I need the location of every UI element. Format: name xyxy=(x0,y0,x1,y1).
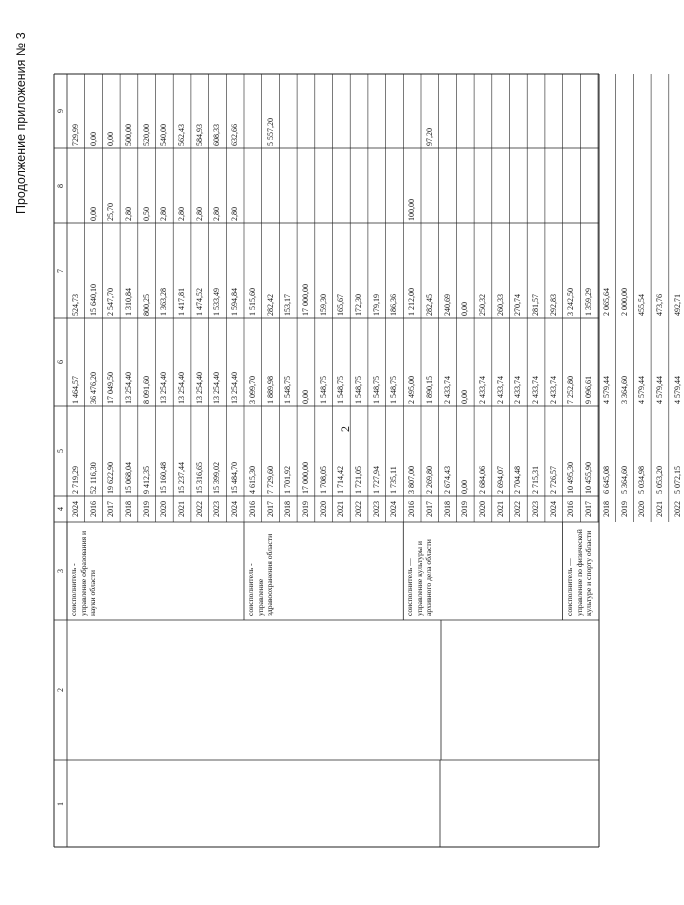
regional-budget-cell: 159,30 xyxy=(318,293,328,316)
total-cell: 5 364,60 xyxy=(619,466,629,494)
local-budget-cell xyxy=(654,151,666,221)
regional-budget-cell: 2 065,64 xyxy=(601,287,611,316)
executor-label: соисполнитель — управление по физической культуре и спорту области xyxy=(564,529,593,616)
regional-budget-cell: 2 000,00 xyxy=(619,287,629,316)
local-budget-cell xyxy=(583,151,595,221)
federal-budget-cell: 3 364,60 xyxy=(619,376,629,404)
page-number: 2 xyxy=(338,426,352,432)
other-sources-cell xyxy=(530,76,542,146)
year-cell: 2022 xyxy=(194,501,204,517)
other-sources-cell xyxy=(300,76,312,146)
total-cell: 2 715,31 xyxy=(531,466,541,494)
federal-budget-cell: 0,00 xyxy=(460,390,470,404)
total-cell: 1 701,92 xyxy=(283,466,293,494)
local-budget-cell xyxy=(530,151,542,221)
year-cell: 2021 xyxy=(177,501,187,517)
other-sources-cell: 0,00 xyxy=(88,132,98,146)
local-budget-cell xyxy=(424,151,436,221)
year-cell: 2023 xyxy=(212,501,222,517)
total-cell: 6 645,08 xyxy=(601,466,611,494)
total-cell: 4 615,30 xyxy=(247,466,257,494)
local-budget-cell xyxy=(477,151,489,221)
local-budget-cell xyxy=(619,151,631,221)
column-number-8: 8 xyxy=(55,183,65,188)
local-budget-cell: 2,80 xyxy=(212,206,222,221)
regional-budget-cell: 1 212,00 xyxy=(407,287,417,316)
local-budget-cell xyxy=(495,151,507,221)
total-cell: 2 269,80 xyxy=(424,466,434,494)
federal-budget-cell: 4 579,44 xyxy=(672,376,682,404)
regional-budget-cell: 473,76 xyxy=(654,293,664,316)
other-sources-cell: 540,00 xyxy=(159,124,169,146)
local-budget-cell xyxy=(459,151,471,221)
regional-budget-cell: 800,25 xyxy=(141,293,151,316)
total-cell: 9 412,35 xyxy=(141,466,151,494)
other-sources-cell: 97,20 xyxy=(424,128,434,146)
year-cell: 2022 xyxy=(354,501,364,517)
federal-budget-cell: 1 548,75 xyxy=(354,376,364,404)
total-cell: 1 727,94 xyxy=(371,466,381,494)
regional-budget-cell: 455,54 xyxy=(637,293,647,316)
federal-budget-cell: 3 099,70 xyxy=(247,376,257,404)
regional-budget-cell: 292,83 xyxy=(548,293,558,316)
other-sources-cell xyxy=(672,76,684,146)
local-budget-cell xyxy=(335,151,347,221)
total-cell: 1 714,42 xyxy=(336,466,346,494)
regional-budget-cell: 165,67 xyxy=(336,293,346,316)
other-sources-cell xyxy=(371,76,383,146)
year-cell: 2016 xyxy=(566,501,576,517)
other-sources-cell: 608,33 xyxy=(212,124,222,146)
federal-budget-cell: 2 433,74 xyxy=(548,376,558,404)
federal-budget-cell: 13 254,40 xyxy=(194,372,204,404)
federal-budget-cell: 1 548,75 xyxy=(318,376,328,404)
regional-budget-cell: 0,00 xyxy=(460,301,470,316)
total-cell: 0,00 xyxy=(460,480,470,494)
year-cell: 2018 xyxy=(442,501,452,517)
local-budget-cell xyxy=(353,151,365,221)
local-budget-cell: 2,80 xyxy=(159,206,169,221)
other-sources-cell: 632,66 xyxy=(230,124,240,146)
total-cell: 3 807,00 xyxy=(407,466,417,494)
federal-budget-cell: 9 096,61 xyxy=(584,376,594,404)
total-cell: 15 237,44 xyxy=(177,462,187,494)
local-budget-cell xyxy=(565,151,577,221)
local-budget-cell xyxy=(247,151,259,221)
local-budget-cell xyxy=(636,151,648,221)
other-sources-cell xyxy=(548,76,560,146)
total-cell: 2 719,29 xyxy=(70,466,80,494)
federal-budget-cell: 1 464,57 xyxy=(70,376,80,404)
regional-budget-cell: 1 310,84 xyxy=(123,287,133,316)
other-sources-cell xyxy=(636,76,648,146)
local-budget-cell xyxy=(388,151,400,221)
column-number-9: 9 xyxy=(55,109,65,113)
total-cell: 10 455,90 xyxy=(584,462,594,494)
year-cell: 2018 xyxy=(283,501,293,517)
year-cell: 2017 xyxy=(106,501,116,517)
federal-budget-cell: 17 049,50 xyxy=(106,372,116,404)
year-cell: 2016 xyxy=(88,501,98,517)
regional-budget-cell: 153,17 xyxy=(283,293,293,316)
column-number-5: 5 xyxy=(55,449,65,453)
other-sources-cell xyxy=(318,76,330,146)
total-cell: 15 484,70 xyxy=(230,462,240,494)
column-number-2: 2 xyxy=(55,688,65,692)
regional-budget-cell: 15 640,10 xyxy=(88,283,98,316)
executor-label: соисполнитель - управление здравоохранения области xyxy=(246,533,275,616)
regional-budget-cell: 1 474,52 xyxy=(194,287,204,316)
total-cell: 2 704,48 xyxy=(513,466,523,494)
local-budget-cell xyxy=(442,151,454,221)
other-sources-cell xyxy=(583,76,595,146)
local-budget-cell: 2,80 xyxy=(123,206,133,221)
other-sources-cell xyxy=(601,76,613,146)
year-cell: 2019 xyxy=(141,501,151,517)
federal-budget-cell: 1 548,75 xyxy=(283,376,293,404)
federal-budget-cell: 8 091,60 xyxy=(141,376,151,404)
federal-budget-cell: 2 495,00 xyxy=(407,376,417,404)
regional-budget-cell: 1 533,49 xyxy=(212,287,222,316)
local-budget-cell xyxy=(548,151,560,221)
column-number-1: 1 xyxy=(55,801,65,806)
executor-label: соисполнитель - управление образования и науки области xyxy=(69,530,98,616)
year-cell: 2024 xyxy=(389,501,399,517)
other-sources-cell xyxy=(353,76,365,146)
federal-budget-cell: 4 579,44 xyxy=(654,376,664,404)
regional-budget-cell: 179,19 xyxy=(371,293,381,316)
total-cell: 5 053,20 xyxy=(654,466,664,494)
year-cell: 2020 xyxy=(637,501,647,517)
year-cell: 2022 xyxy=(672,501,682,517)
federal-budget-cell: 2 433,74 xyxy=(442,376,452,404)
other-sources-cell: 729,99 xyxy=(70,124,80,146)
local-budget-cell: 2,80 xyxy=(230,206,240,221)
federal-budget-cell: 2 433,74 xyxy=(495,376,505,404)
federal-budget-cell: 2 433,74 xyxy=(531,376,541,404)
regional-budget-cell: 282,45 xyxy=(424,293,434,316)
column-number-6: 6 xyxy=(55,360,65,364)
federal-budget-cell: 2 433,74 xyxy=(513,376,523,404)
column-number-3: 3 xyxy=(55,569,65,573)
column-number-7: 7 xyxy=(55,268,65,273)
local-budget-cell xyxy=(512,151,524,221)
other-sources-cell: 5 557,20 xyxy=(265,118,275,146)
regional-budget-cell: 1 417,81 xyxy=(177,287,187,316)
total-cell: 1 721,05 xyxy=(354,466,364,494)
other-sources-cell xyxy=(406,76,418,146)
local-budget-cell: 25,70 xyxy=(106,202,116,221)
local-budget-cell: 0,00 xyxy=(88,206,98,221)
federal-budget-cell: 2 433,74 xyxy=(477,376,487,404)
federal-budget-cell: 0,00 xyxy=(300,390,310,404)
total-cell: 7 729,60 xyxy=(265,466,275,494)
year-cell: 2021 xyxy=(654,501,664,517)
year-cell: 2016 xyxy=(247,501,257,517)
regional-budget-cell: 250,32 xyxy=(477,293,487,316)
other-sources-cell xyxy=(282,76,294,146)
year-cell: 2024 xyxy=(230,501,240,517)
federal-budget-cell: 36 476,20 xyxy=(88,372,98,404)
year-cell: 2024 xyxy=(70,501,80,517)
regional-budget-cell: 492,71 xyxy=(672,293,682,316)
local-budget-cell xyxy=(70,151,82,221)
regional-budget-cell: 282,42 xyxy=(265,293,275,316)
total-cell: 19 622,90 xyxy=(106,462,116,494)
total-cell: 2 694,07 xyxy=(495,466,505,494)
other-sources-cell xyxy=(565,76,577,146)
other-sources-cell xyxy=(388,76,400,146)
year-cell: 2018 xyxy=(123,501,133,517)
total-cell: 15 160,48 xyxy=(159,462,169,494)
local-budget-cell: 0,50 xyxy=(141,206,151,221)
regional-budget-cell: 270,74 xyxy=(513,293,523,316)
local-budget-cell: 2,80 xyxy=(177,206,187,221)
year-cell: 2019 xyxy=(619,501,629,517)
other-sources-cell: 584,93 xyxy=(194,124,204,146)
regional-budget-cell: 260,33 xyxy=(495,293,505,316)
total-cell: 1 708,05 xyxy=(318,466,328,494)
year-cell: 2023 xyxy=(371,501,381,517)
other-sources-cell xyxy=(512,76,524,146)
regional-budget-cell: 3 242,50 xyxy=(566,287,576,316)
other-sources-cell: 520,00 xyxy=(141,124,151,146)
regional-budget-cell: 186,36 xyxy=(389,293,399,316)
local-budget-cell xyxy=(318,151,330,221)
federal-budget-cell: 1 890,15 xyxy=(424,376,434,404)
year-cell: 2016 xyxy=(407,501,417,517)
local-budget-cell xyxy=(282,151,294,221)
federal-budget-cell: 13 254,40 xyxy=(230,372,240,404)
federal-budget-cell: 1 548,75 xyxy=(336,376,346,404)
total-cell: 5 072,15 xyxy=(672,466,682,494)
other-sources-cell xyxy=(654,76,666,146)
total-cell: 17 000,00 xyxy=(300,462,310,494)
year-cell: 2021 xyxy=(336,501,346,517)
regional-budget-cell: 1 594,84 xyxy=(230,287,240,316)
year-cell: 2024 xyxy=(548,501,558,517)
other-sources-cell xyxy=(459,76,471,146)
regional-budget-cell: 2 547,70 xyxy=(106,287,116,316)
local-budget-cell xyxy=(371,151,383,221)
federal-budget-cell: 13 254,40 xyxy=(212,372,222,404)
regional-budget-cell: 281,57 xyxy=(531,293,541,316)
year-cell: 2017 xyxy=(584,501,594,517)
federal-budget-cell: 1 889,98 xyxy=(265,376,275,404)
local-budget-cell xyxy=(265,151,277,221)
executor-label: соисполнитель — управление культуры и архивного дела области xyxy=(405,539,434,616)
other-sources-cell xyxy=(477,76,489,146)
federal-budget-cell: 1 548,75 xyxy=(371,376,381,404)
year-cell: 2023 xyxy=(531,501,541,517)
total-cell: 1 735,11 xyxy=(389,466,399,494)
regional-budget-cell: 172,30 xyxy=(354,293,364,316)
regional-budget-cell: 240,69 xyxy=(442,293,452,316)
local-budget-cell xyxy=(601,151,613,221)
regional-budget-cell: 1 363,28 xyxy=(159,287,169,316)
other-sources-cell xyxy=(247,76,259,146)
other-sources-cell: 500,00 xyxy=(123,124,133,146)
federal-budget-cell: 13 254,40 xyxy=(159,372,169,404)
year-cell: 2017 xyxy=(265,501,275,517)
total-cell: 5 034,98 xyxy=(637,466,647,494)
total-cell: 52 116,30 xyxy=(88,462,98,494)
other-sources-cell xyxy=(619,76,631,146)
year-cell: 2018 xyxy=(601,501,611,517)
total-cell: 2 684,06 xyxy=(477,466,487,494)
federal-budget-cell: 7 252,80 xyxy=(566,376,576,404)
appendix-title: Продолжение приложения № 3 xyxy=(14,32,28,214)
regional-budget-cell: 524,73 xyxy=(70,293,80,316)
federal-budget-cell: 1 548,75 xyxy=(389,376,399,404)
regional-budget-cell: 17 000,00 xyxy=(300,283,310,316)
local-budget-cell xyxy=(672,151,684,221)
other-sources-cell: 562,43 xyxy=(177,124,187,146)
year-cell: 2019 xyxy=(460,501,470,517)
total-cell: 2 726,57 xyxy=(548,466,558,494)
total-cell: 10 495,30 xyxy=(566,462,576,494)
local-budget-cell: 100,00 xyxy=(407,198,417,221)
total-cell: 15 399,02 xyxy=(212,462,222,494)
federal-budget-cell: 4 579,44 xyxy=(601,376,611,404)
year-cell: 2020 xyxy=(318,501,328,517)
other-sources-cell: 0,00 xyxy=(106,132,116,146)
year-cell: 2020 xyxy=(477,501,487,517)
local-budget-cell xyxy=(300,151,312,221)
regional-budget-cell: 1 515,60 xyxy=(247,287,257,316)
other-sources-cell xyxy=(495,76,507,146)
year-cell: 2017 xyxy=(424,501,434,517)
total-cell: 15 316,65 xyxy=(194,462,204,494)
federal-budget-cell: 13 254,40 xyxy=(177,372,187,404)
local-budget-cell: 2,80 xyxy=(194,206,204,221)
year-cell: 2021 xyxy=(495,501,505,517)
column-number-4: 4 xyxy=(55,507,65,511)
regional-budget-cell: 1 359,29 xyxy=(584,287,594,316)
year-cell: 2020 xyxy=(159,501,169,517)
federal-budget-cell: 13 254,40 xyxy=(123,372,133,404)
total-cell: 15 068,04 xyxy=(123,462,133,494)
other-sources-cell xyxy=(335,76,347,146)
year-cell: 2019 xyxy=(300,501,310,517)
year-cell: 2022 xyxy=(513,501,523,517)
other-sources-cell xyxy=(442,76,454,146)
total-cell: 2 674,43 xyxy=(442,466,452,494)
federal-budget-cell: 4 579,44 xyxy=(637,376,647,404)
